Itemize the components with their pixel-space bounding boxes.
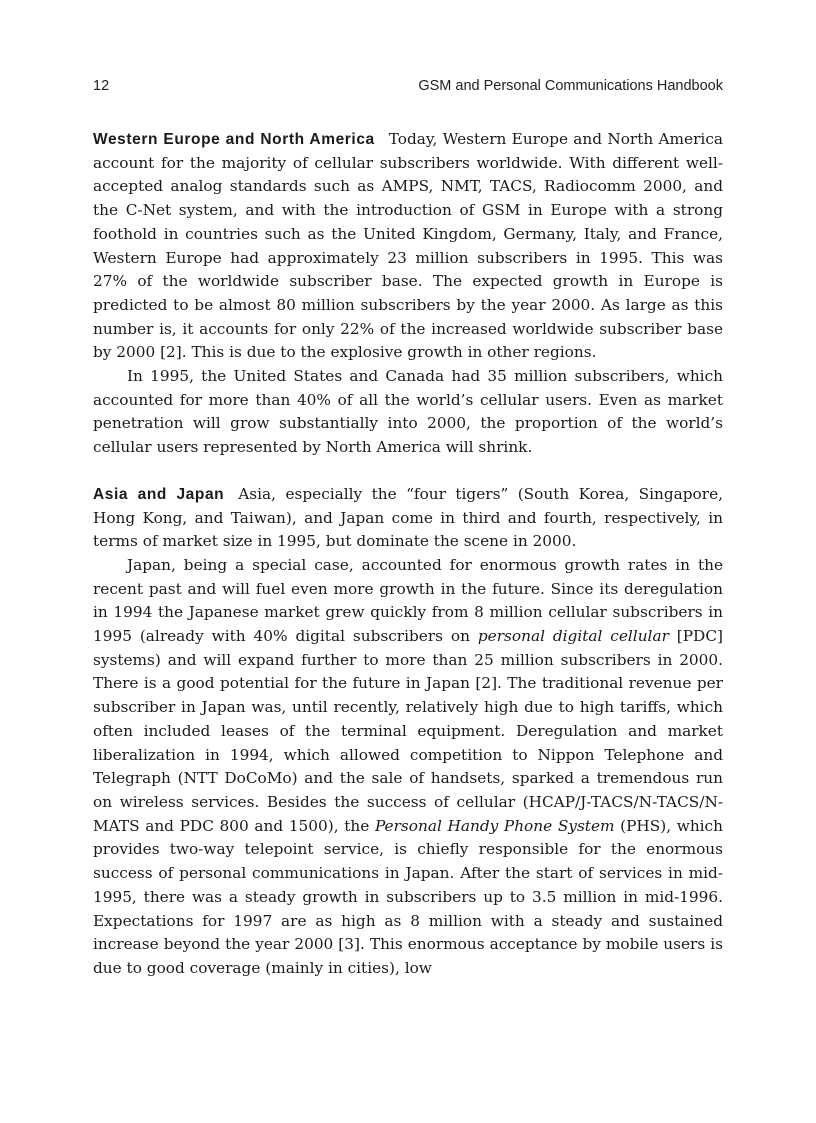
paragraph-text: Asia, especially the “four tigers” (South Korea, Singapore, Hong Kong, and Taiwan), and Japan come in third and fourth, respectively, in terms of market size in 1995, but dominate the scene in 2000. <box>93 484 723 551</box>
paragraph <box>93 128 723 365</box>
paragraph <box>93 554 723 981</box>
italic-term: Personal Handy Phone System <box>374 816 615 835</box>
page-number: 12 <box>93 78 110 94</box>
section-heading: Asia and Japan <box>93 485 225 503</box>
paragraph: In 1995, the United States and Canada had 35 million subscribers, which accounted for more than 40% of all the world’s cellular users. Even as market penetration will grow substantially into 2000, the proportion of the world’s cellular users represented by North America will shrink. <box>93 367 723 457</box>
italic-term: personal digital cellular <box>477 627 669 646</box>
paragraph <box>93 483 723 554</box>
paragraph-text: (PHS), which provides two-way telepoint service, is chiefly responsible for the enormous success of personal communications in Japan. After the start of services in mid-1995, there was a steady growth in subscribers up to 3.5 million in mid-1996. Expectations for 1997 are as high as 8 million with a steady and sustained increase beyond the year 2000 [3]. This enormous acceptance by mobile users is due to good coverage (mainly in cities), low <box>93 816 723 977</box>
page-body <box>93 128 723 981</box>
page-header <box>93 78 723 94</box>
paragraph-text: [PDC] systems) and will expand further to more than 25 million subscribers in 2000. There is a good potential for the future in Japan [2]. The traditional revenue per subscriber in Japan was, until recently, relatively high due to high tariffs, which often included leases of the terminal equipment. Deregulation and market liberalization in 1994, which allowed competition to Nippon Telephone and Telegraph (NTT DoCoMo) and the sale of handsets, sparked a tremendous run on wireless services. Besides the success of cellular (HCAP/J-TACS/N-TACS/N-MATS and PDC 800 and 1500), the <box>93 627 723 835</box>
paragraph-text: Today, Western Europe and North America account for the majority of cellular subscribers worldwide. With different well-accepted analog standards such as AMPS, NMT, TACS, Radiocomm 2000, and the C-Net system, and with the introduction of GSM in Europe with a strong foothold in countries such as the United Kingdom, Germany, Italy, and France, Western Europe had approximately 23 million subscribers in 1995. This was 27% of the worldwide subscriber base. The expected growth in Europe is predicted to be almost 80 million subscribers by the year 2000. As large as this number is, it accounts for only 22% of the increased worldwide subscriber base by 2000 [2]. This is due to the explosive growth in other regions. <box>93 130 723 362</box>
section-asia-japan <box>93 483 723 981</box>
paragraph-text: Japan, being a special case, accounted for enormous growth rates in the recent past and will fuel even more growth in the future. Since its deregulation in 1994 the Japanese market grew quickly from 8 million cellular subscribers in 1995 (already with 40% digital subscribers on <box>93 555 723 646</box>
running-title: GSM and Personal Communications Handbook <box>418 78 723 94</box>
section-western-europe <box>93 128 723 460</box>
section-heading: Western Europe and North America <box>93 131 375 148</box>
